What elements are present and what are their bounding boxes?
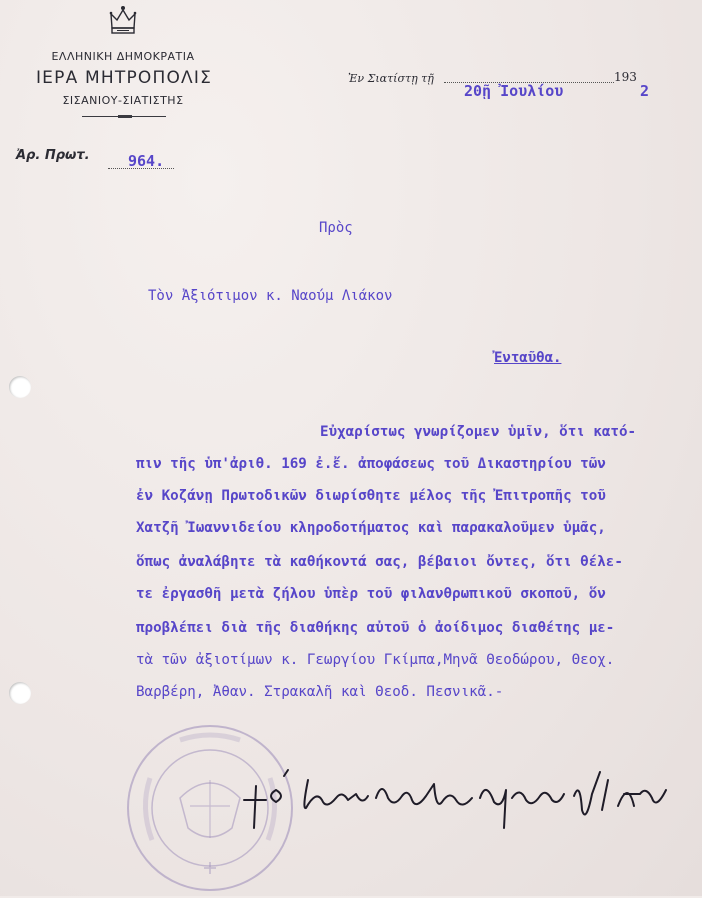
recipient-address: Τὸν Ἀξιότιμον κ. Ναούμ Λιάκον bbox=[148, 288, 393, 304]
body-line: τε ἐργασθῆ μετὰ ζήλου ὑπὲρ τοῦ φιλανθρωπικοῦ σκοποῦ, ὅν bbox=[136, 586, 606, 602]
recipient-location: Ἐνταῦθα. bbox=[494, 350, 562, 366]
crown-emblem-icon bbox=[108, 4, 138, 36]
handwritten-signature bbox=[236, 750, 676, 840]
letterhead-republic: ΕΛΛΗΝΙΚΗ ΔΗΜΟΚΡΑΤΙΑ bbox=[51, 50, 195, 63]
dateline-year-digit: 2 bbox=[640, 82, 650, 100]
body-line: Βαρβέρη, Ἀθαν. Στρακαλῆ καὶ Θεοδ. Πεσνικᾶ.- bbox=[136, 684, 504, 700]
body-line: πιν τῆς ὑπ'ἀριθ. 169 ἐ.ἔ. ἀποφάσεως τοῦ Δικαστηρίου τῶν bbox=[136, 456, 606, 472]
protocol-label: Ἀρ. Πρωτ. bbox=[16, 148, 90, 163]
letterhead-diocese: ΣΙΣΑΝΙΟΥ-ΣΙΑΤΙΣΤΗΣ bbox=[62, 94, 184, 107]
body-line: ὅπως ἀναλάβητε τὰ καθήκοντά σας, βέβαιοι ὄντες, ὅτι θέλε- bbox=[136, 554, 623, 570]
recipient-to: Πρὸς bbox=[319, 220, 353, 236]
punch-hole-top bbox=[9, 376, 31, 398]
body-line: Εὐχαρίστως γνωρίζομεν ὑμῖν, ὅτι κατό- bbox=[320, 424, 637, 440]
protocol-number: 964. bbox=[128, 152, 165, 170]
dateline-year-prefix: 193 bbox=[614, 70, 637, 84]
body-line: ἐν Κοζάνῃ Πρωτοδικῶν διωρίσθητε μέλος τῆς Ἐπιτροπῆς τοῦ bbox=[136, 488, 606, 504]
body-line: τὰ τῶν ἀξιοτίμων κ. Γεωργίου Γκίμπα,Μηνᾶ Θεοδώρου, Θεοχ. bbox=[136, 652, 615, 668]
dateline-place: Ἐν Σιατίστῃ τῇ bbox=[348, 72, 434, 85]
punch-hole-bottom bbox=[9, 682, 31, 704]
dateline-date: 20ῇ Ἰουλίου bbox=[464, 82, 564, 100]
body-line: προβλέπει διὰ τῆς διαθήκης αὐτοῦ ὁ ἀοίδιμος διαθέτης με- bbox=[136, 620, 615, 636]
body-line: Χατζῆ Ἰωαννιδείου κληροδοτήματος καὶ παρακαλοῦμεν ὑμᾶς, bbox=[136, 520, 606, 536]
letterhead-divider-ornament bbox=[118, 115, 132, 118]
letterhead-metropolis: ΙΕΡΑ ΜΗΤΡΟΠΟΛΙΣ bbox=[35, 68, 213, 88]
